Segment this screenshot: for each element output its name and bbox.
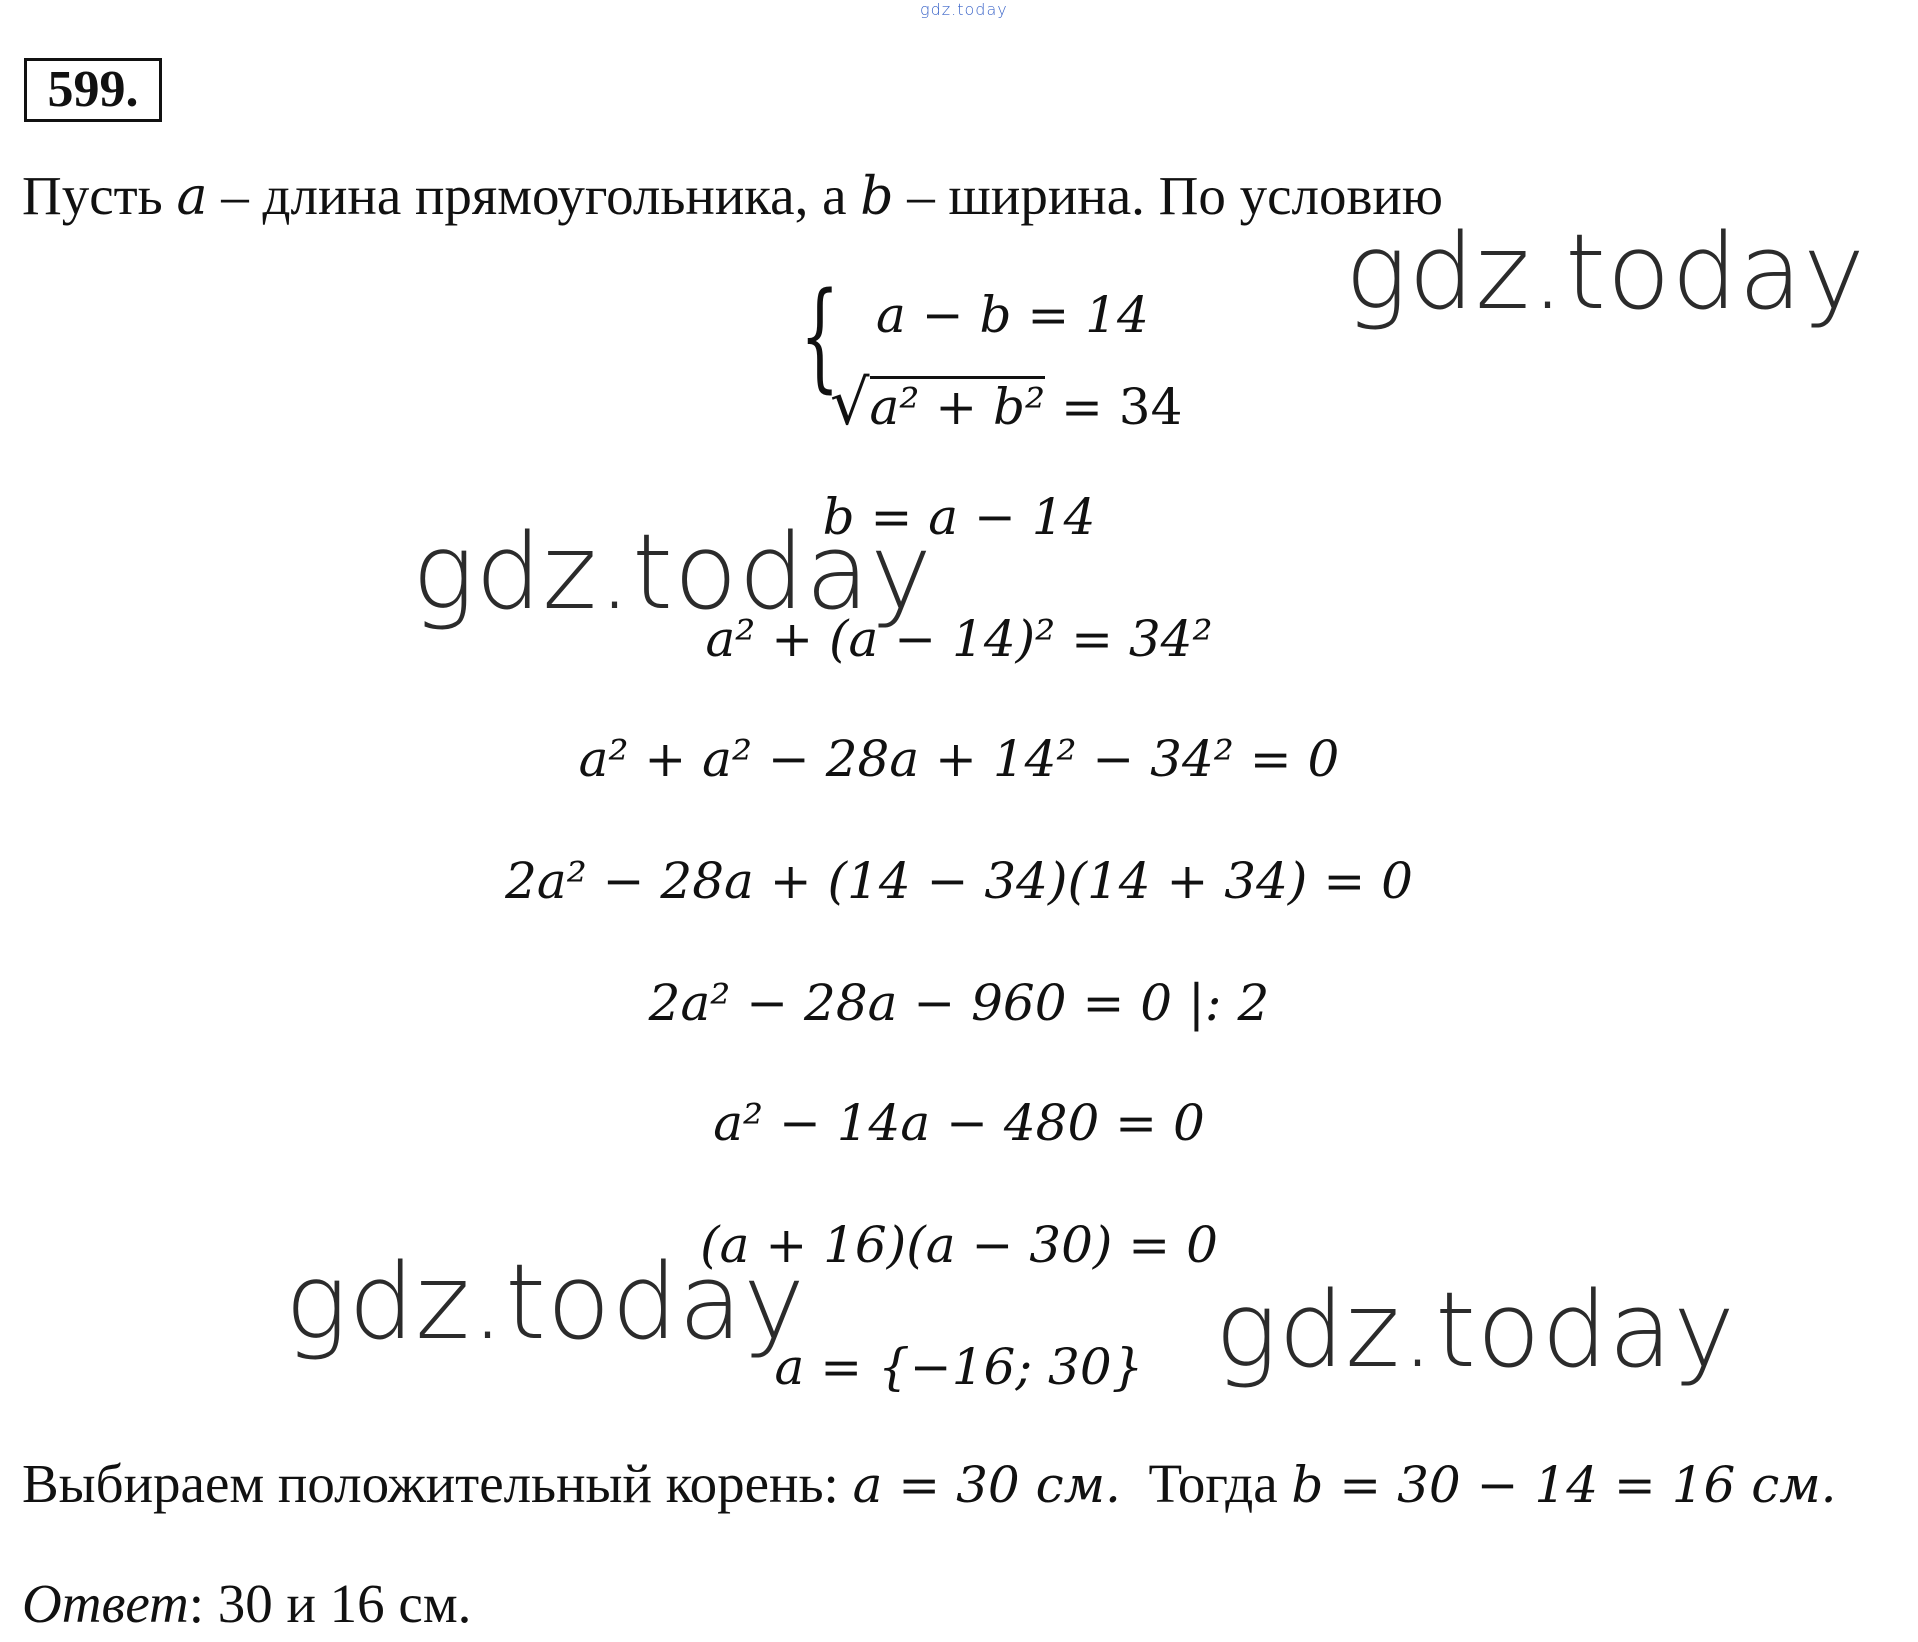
step-5: 2a² − 28a − 960 = 0 |: 2 bbox=[648, 974, 1270, 1032]
step-4: 2a² − 28a + (14 − 34)(14 + 34) = 0 bbox=[505, 852, 1413, 910]
intro-var-b: b bbox=[860, 167, 894, 227]
sqrt-radicand: a² + b² bbox=[869, 378, 1046, 436]
problem-number: 599. bbox=[24, 58, 162, 122]
intro-mid: – длина прямоугольника, а bbox=[207, 165, 861, 226]
step-2: a² + (a − 14)² = 34² bbox=[705, 610, 1213, 668]
conclusion-sentence bbox=[22, 1454, 1837, 1515]
watermark: gdz.today bbox=[1215, 1269, 1736, 1391]
top-watermark: gdz.today bbox=[920, 0, 1008, 19]
system-brace: { bbox=[800, 266, 840, 405]
step-1: b = a − 14 bbox=[822, 488, 1096, 546]
system-line-1: a − b = 14 bbox=[876, 286, 1149, 344]
system-line-2-rhs: = 34 bbox=[1045, 378, 1183, 436]
conclusion-eq-2: b = 30 − 14 = 16 см. bbox=[1291, 1456, 1837, 1514]
intro-suffix: – ширина. По условию bbox=[893, 165, 1443, 226]
sqrt-sign: √ bbox=[830, 366, 870, 439]
answer-line bbox=[22, 1574, 471, 1635]
step-7: (a + 16)(a − 30) = 0 bbox=[700, 1216, 1218, 1274]
step-8: a = {−16; 30} bbox=[774, 1338, 1144, 1396]
conclusion-text-2: Тогда bbox=[1120, 1453, 1292, 1514]
answer-value: : 30 и 16 см. bbox=[188, 1573, 472, 1634]
watermark: gdz.today bbox=[285, 1241, 806, 1363]
intro-prefix: Пусть bbox=[22, 165, 177, 226]
intro-var-a: a bbox=[176, 167, 208, 227]
watermark: gdz.today bbox=[412, 511, 933, 633]
conclusion-text-1: Выбираем положительный корень: bbox=[22, 1453, 853, 1514]
step-3: a² + a² − 28a + 14² − 34² = 0 bbox=[578, 730, 1340, 788]
system-line-2 bbox=[830, 366, 1183, 439]
step-6: a² − 14a − 480 = 0 bbox=[713, 1094, 1205, 1152]
intro-sentence bbox=[22, 166, 1443, 227]
watermark: gdz.today bbox=[1345, 211, 1866, 333]
answer-label: Ответ bbox=[22, 1573, 189, 1634]
conclusion-eq-1: a = 30 см. bbox=[852, 1456, 1121, 1514]
